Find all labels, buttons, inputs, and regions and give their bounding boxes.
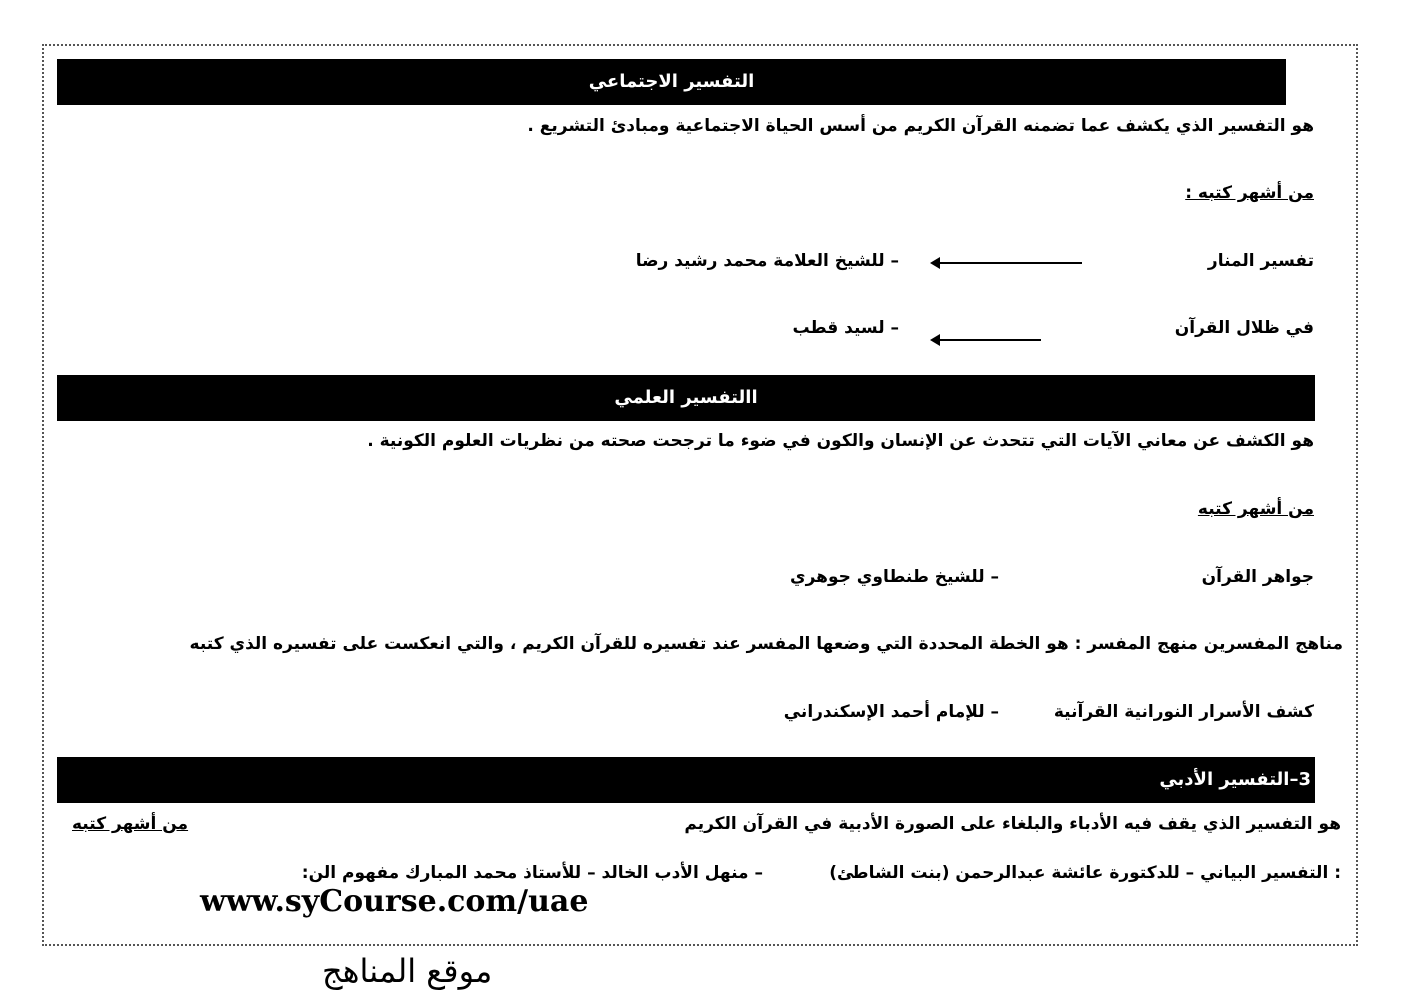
books-line-literary-b: – منهل الأدب الخالد – للأستاذ محمد المبارك مفهوم الن:: [301, 863, 763, 883]
arrow-icon: [938, 262, 1082, 264]
book-name-jawahir: جواهر القرآن: [1201, 567, 1314, 587]
book-name-manar: تفسير المنار: [1207, 251, 1314, 271]
definition-literary: هو التفسير الذي يقف فيه الأدباء والبلغاء على الصورة الأدبية في القرآن الكريم: [684, 814, 1341, 834]
book-author-manar: – للشيخ العلامة محمد رشيد رضا: [635, 251, 899, 271]
section-title-social: التفسير الاجتماعي: [57, 59, 1286, 105]
section-title-literary: 3–التفسير الأدبي: [57, 757, 1315, 803]
definition-social: هو التفسير الذي يكشف عما تضمنه القرآن الكريم من أسس الحياة الاجتماعية ومبادئ التشريع .: [527, 116, 1314, 136]
book-author-asrar: – للإمام أحمد الإسكندراني: [783, 702, 999, 722]
definition-scientific: هو الكشف عن معاني الآيات التي تتحدث عن الإنسان والكون في ضوء ما ترجحت صحته من نظريات العلوم الكونية .: [367, 431, 1314, 451]
site-logo-text: موقع المناهج: [322, 952, 493, 990]
methods-definition: مناهج المفسرين منهج المفسر : هو الخطة المحددة التي وضعها المفسر عند تفسيره للقرآن الكريم ، والتي انعكست على تفسيره الذي كتبه: [189, 634, 1343, 654]
site-url[interactable]: www.syCourse.com/uae: [200, 884, 589, 919]
book-name-zilal: في ظلال القرآن: [1174, 318, 1314, 338]
book-author-zilal: – لسيد قطب: [792, 318, 899, 338]
books-heading-social: من أشهر كتبه :: [1185, 183, 1314, 203]
page-border: [42, 44, 1358, 946]
books-heading-literary: من أشهر كتبه: [72, 814, 189, 834]
books-line-literary-a: : التفسير البياني – للدكتورة عائشة عبدالرحمن (بنت الشاطئ): [829, 863, 1341, 883]
books-heading-scientific: من أشهر كتبه: [1197, 499, 1314, 519]
book-name-asrar: كشف الأسرار النورانية القرآنية: [1053, 702, 1314, 722]
arrow-icon: [938, 339, 1041, 341]
book-author-jawahir: – للشيخ طنطاوي جوهري: [790, 567, 999, 587]
section-title-scientific: االتفسير العلمي: [57, 375, 1315, 421]
